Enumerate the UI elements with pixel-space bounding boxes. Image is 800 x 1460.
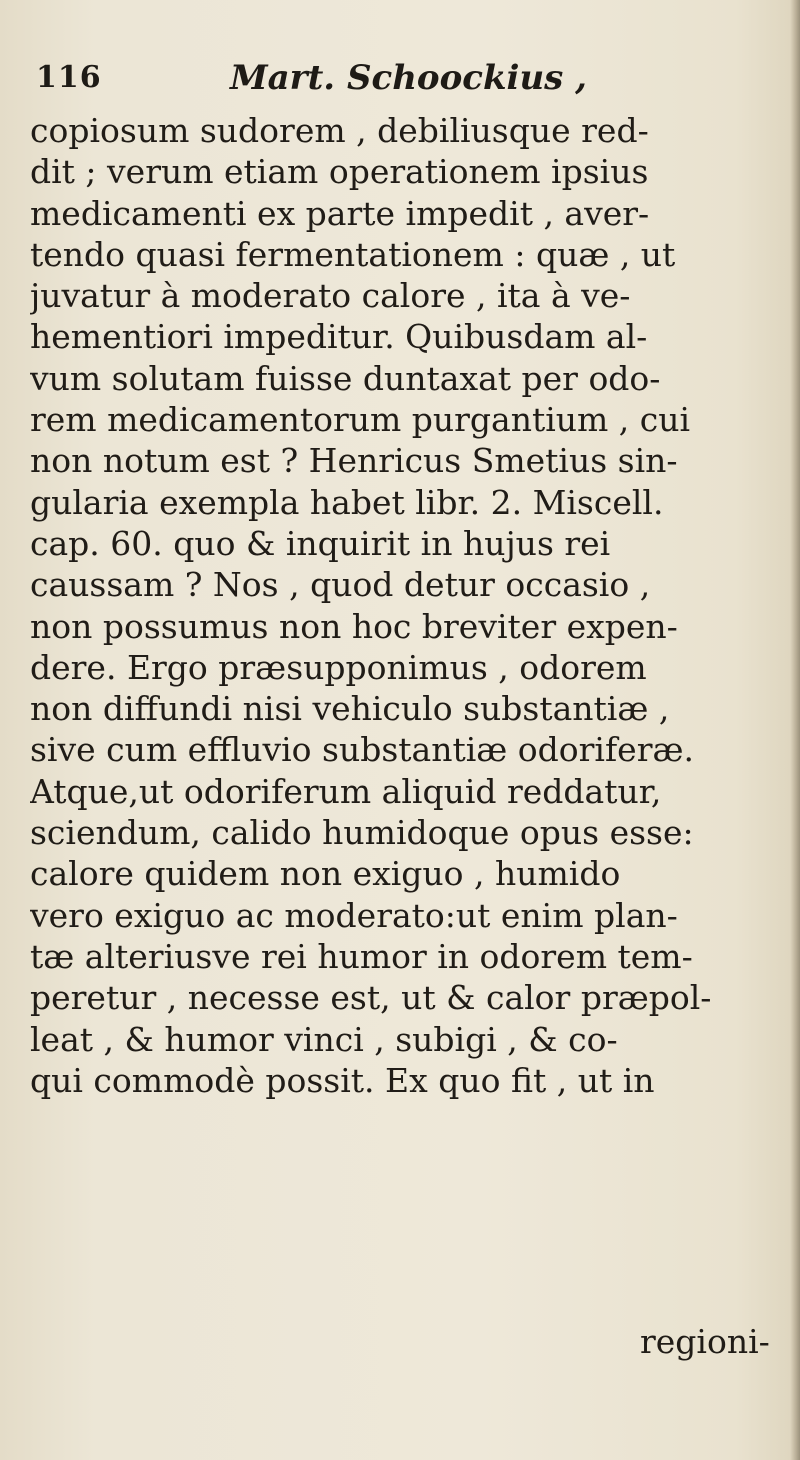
running-title: Mart. Schoockius , bbox=[230, 58, 587, 98]
text-line: non possumus non hoc breviter expen- bbox=[30, 606, 678, 646]
text-line: peretur , necesse est, ut & calor præpol- bbox=[30, 978, 712, 1018]
text-line: dere. Ergo præsupponimus , odorem bbox=[30, 647, 647, 687]
text-line: tendo quasi fermentationem : quæ , ut bbox=[30, 234, 676, 274]
catchword: regioni- bbox=[640, 1322, 770, 1361]
text-line: sive cum effluvio substantiæ odoriferæ. bbox=[30, 730, 694, 770]
page-edge-shadow bbox=[790, 0, 800, 1460]
text-line: tæ alteriusve rei humor in odorem tem- bbox=[30, 936, 693, 976]
page-number: 116 bbox=[36, 60, 102, 95]
text-line: hementiori impeditur. Quibusdam al- bbox=[30, 317, 648, 357]
text-line: non diffundi nisi vehiculo substantiæ , bbox=[30, 689, 670, 729]
text-line: non notum est ? Henricus Smetius sin- bbox=[30, 441, 678, 481]
text-line: cap. 60. quo & inquirit in hujus rei bbox=[30, 523, 611, 563]
text-line: copiosum sudorem , debiliusque red- bbox=[30, 111, 649, 150]
page-header bbox=[36, 58, 736, 106]
text-line: qui commodè possit. Ex quo fit , ut in bbox=[30, 1060, 655, 1100]
text-line: caussam ? Nos , quod detur occasio , bbox=[30, 565, 651, 605]
text-line: Atque,ut odoriferum aliquid reddatur, bbox=[30, 771, 662, 811]
text-line: medicamenti ex parte impedit , aver- bbox=[30, 193, 650, 233]
text-line: juvatur à moderato calore , ita à ve- bbox=[30, 276, 631, 316]
text-line: dit ; verum etiam operationem ipsius bbox=[30, 152, 649, 192]
text-line: gularia exempla habet libr. 2. Miscell. bbox=[30, 482, 664, 522]
text-line: rem medicamentorum purgantium , cui bbox=[30, 400, 691, 440]
text-line: vum solutam fuisse duntaxat per odo- bbox=[30, 358, 661, 398]
text-line: vero exiguo ac moderato:ut enim plan- bbox=[30, 895, 678, 935]
body-text bbox=[30, 110, 770, 1101]
text-line: sciendum, calido humidoque opus esse: bbox=[30, 813, 694, 853]
text-line: calore quidem non exiguo , humido bbox=[30, 854, 621, 894]
text-line: leat , & humor vinci , subigi , & co- bbox=[30, 1019, 618, 1059]
